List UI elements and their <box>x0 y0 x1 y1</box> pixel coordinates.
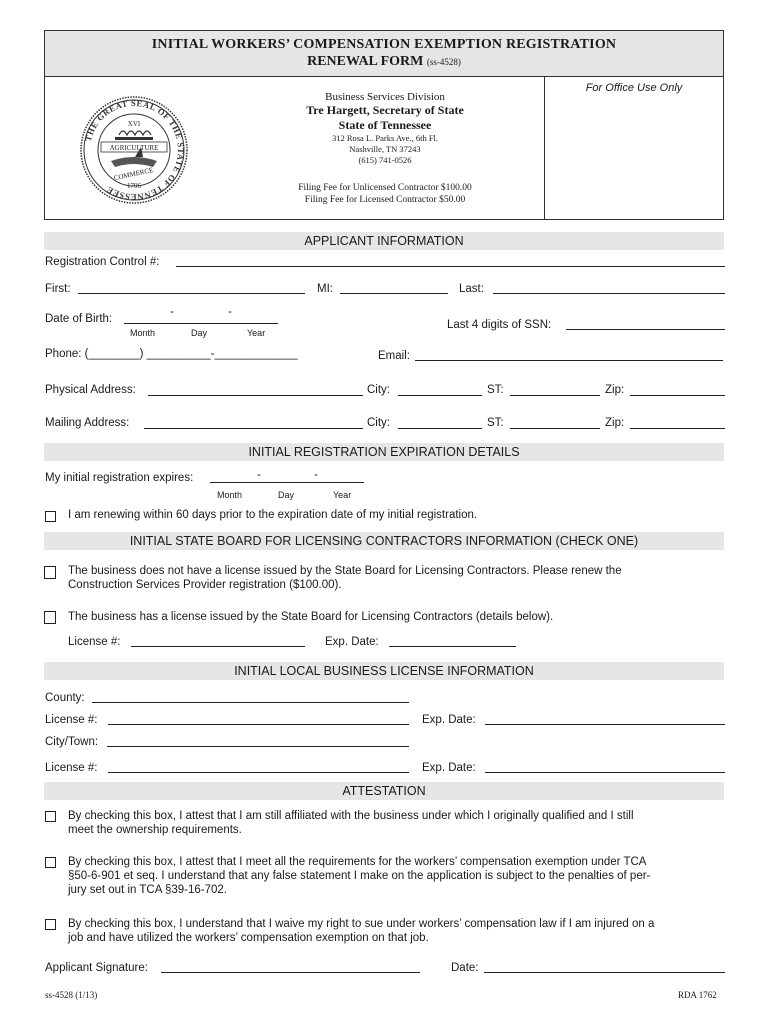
signature-field[interactable] <box>161 972 420 973</box>
office-phone: (615) 741-0526 <box>358 155 412 165</box>
county-label: County: <box>45 692 85 704</box>
physical-city-label: City: <box>367 384 390 396</box>
section-attestation-heading: ATTESTATION <box>44 782 724 800</box>
seal-ring-text: THE GREAT SEAL OF THE STATE OF TENNESSEE <box>82 97 187 203</box>
expires-month-caption: Month <box>217 490 243 500</box>
attest-requirements-text: By checking this box, I attest that I meet all the requirements for the workers’ compensation exemption under TCA §50-6-901 et seq. I understand that any false statement I make on the application is subject to the penalties of per- jury set out in TCA §39-16-702. <box>68 856 651 896</box>
county-exp-label: Exp. Date: <box>422 714 476 726</box>
seal-agriculture: AGRICULTURE <box>109 144 159 152</box>
form-header <box>44 30 724 220</box>
registration-control-label: Registration Control #: <box>45 256 160 268</box>
county-field[interactable] <box>92 702 409 703</box>
city-license-label: License #: <box>45 762 98 774</box>
dob-year-caption: Year <box>247 328 266 338</box>
expires-dash-1: - <box>257 469 261 481</box>
mi-label: MI: <box>317 283 333 295</box>
form-title: INITIAL WORKERS’ COMPENSATION EXEMPTION REGISTRATION <box>151 37 617 52</box>
last-name-label: Last: <box>459 283 484 295</box>
attest-waiver-text: By checking this box, I understand that I waive my right to sue under workers’ compensation law if I am injured on a job and have utilized the workers’ compensation exemption on that job. <box>68 918 655 944</box>
physical-state-label: ST: <box>487 384 504 396</box>
form-subtitle: RENEWAL FORM <box>307 54 424 69</box>
section-expiration-heading: INITIAL REGISTRATION EXPIRATION DETAILS <box>44 443 724 461</box>
physical-address-label: Physical Address: <box>45 384 136 396</box>
first-name-field[interactable] <box>78 293 305 294</box>
has-license-checkbox[interactable] <box>44 611 56 624</box>
form-code: (ss-4528) <box>426 57 461 67</box>
seal-numeral: XVI <box>127 120 141 128</box>
phone-label: Phone: (________) __________-_____________ <box>45 348 298 360</box>
email-field[interactable] <box>415 360 723 361</box>
city-exp-label: Exp. Date: <box>422 762 476 774</box>
dob-day-caption: Day <box>191 328 208 338</box>
expires-day-caption: Day <box>278 490 295 500</box>
county-license-label: License #: <box>45 714 98 726</box>
mailing-address-field[interactable] <box>144 428 363 429</box>
renewing-checkbox[interactable] <box>45 511 56 522</box>
city-exp-field[interactable] <box>485 772 725 773</box>
section-board-heading: INITIAL STATE BOARD FOR LICENSING CONTRACTORS INFORMATION (CHECK ONE) <box>44 532 724 550</box>
mailing-state-label: ST: <box>487 417 504 429</box>
board-exp-field[interactable] <box>389 646 516 647</box>
city-town-label: City/Town: <box>45 736 99 748</box>
attest-affiliation-checkbox[interactable] <box>45 811 56 822</box>
county-license-field[interactable] <box>108 724 409 725</box>
expires-label: My initial registration expires: <box>45 472 194 484</box>
board-license-label: License #: <box>68 636 121 648</box>
dob-dash-1: - <box>170 306 174 318</box>
physical-city-field[interactable] <box>398 395 482 396</box>
address-line1: 312 Rosa L. Parks Ave., 6th Fl. <box>331 133 439 143</box>
mailing-zip-label: Zip: <box>605 417 625 429</box>
attest-waiver-checkbox[interactable] <box>45 919 56 930</box>
city-town-field[interactable] <box>107 746 409 747</box>
dob-dash-2: - <box>228 306 232 318</box>
footer-form-code: ss-4528 (1/13) <box>45 990 98 1000</box>
section-applicant-heading: APPLICANT INFORMATION <box>44 232 724 250</box>
footer-rda: RDA 1762 <box>678 990 717 1000</box>
board-exp-label: Exp. Date: <box>325 636 379 648</box>
office-use-box: For Office Use Only <box>544 77 723 219</box>
attest-requirements-checkbox[interactable] <box>45 857 56 868</box>
dob-month-caption: Month <box>130 328 156 338</box>
mailing-zip-field[interactable] <box>630 428 725 429</box>
board-license-field[interactable] <box>131 646 305 647</box>
email-label: Email: <box>378 350 410 362</box>
attest-affiliation-text: By checking this box, I attest that I am still affiliated with the business under which I originally qualified and I still meet the ownership requirements. <box>68 810 634 836</box>
physical-zip-field[interactable] <box>630 395 725 396</box>
physical-zip-label: Zip: <box>605 384 625 396</box>
tennessee-seal <box>79 95 189 205</box>
signature-date-label: Date: <box>451 962 479 974</box>
expires-year-caption: Year <box>333 490 352 500</box>
ssn-field[interactable] <box>566 329 725 330</box>
seal-commerce: COMMERCE <box>113 165 155 183</box>
secretary-name: Tre Hargett, Secretary of State <box>306 103 464 117</box>
signature-date-field[interactable] <box>484 972 725 973</box>
address-line2: Nashville, TN 37243 <box>349 144 421 154</box>
title-bar <box>45 31 723 77</box>
physical-state-field[interactable] <box>510 395 600 396</box>
mailing-city-label: City: <box>367 417 390 429</box>
section-local-heading: INITIAL LOCAL BUSINESS LICENSE INFORMATION <box>44 662 724 680</box>
mailing-state-field[interactable] <box>510 428 600 429</box>
expires-dash-2: - <box>314 469 318 481</box>
state-name: State of Tennessee <box>338 118 432 132</box>
fee-licensed: Filing Fee for Licensed Contractor $50.00 <box>304 195 466 205</box>
first-name-label: First: <box>45 283 71 295</box>
no-license-text: The business does not have a license issued by the State Board for Licensing Contractors. Please renew the Construction Services Provider registration ($100.00). <box>68 565 622 591</box>
mailing-address-label: Mailing Address: <box>45 417 130 429</box>
has-license-text: The business has a license issued by the State Board for Licensing Contractors (details below). <box>68 611 554 623</box>
renewing-text: I am renewing within 60 days prior to the expiration date of my initial registration. <box>68 509 478 521</box>
physical-address-field[interactable] <box>148 395 363 396</box>
dob-label: Date of Birth: <box>45 313 113 325</box>
fee-unlicensed: Filing Fee for Unlicensed Contractor $100.00 <box>298 183 472 193</box>
signature-label: Applicant Signature: <box>45 962 148 974</box>
county-exp-field[interactable] <box>485 724 725 725</box>
registration-control-field[interactable] <box>176 266 725 267</box>
ssn-label: Last 4 digits of SSN: <box>447 319 552 331</box>
mi-field[interactable] <box>340 293 448 294</box>
mailing-city-field[interactable] <box>398 428 482 429</box>
agency-info <box>245 91 525 206</box>
last-name-field[interactable] <box>493 293 725 294</box>
no-license-checkbox[interactable] <box>44 566 56 579</box>
dob-field[interactable] <box>124 323 278 324</box>
expires-date-field[interactable] <box>210 482 364 483</box>
division-name: Business Services Division <box>325 91 445 103</box>
city-license-field[interactable] <box>108 772 409 773</box>
seal-year: 1796 <box>127 182 141 190</box>
